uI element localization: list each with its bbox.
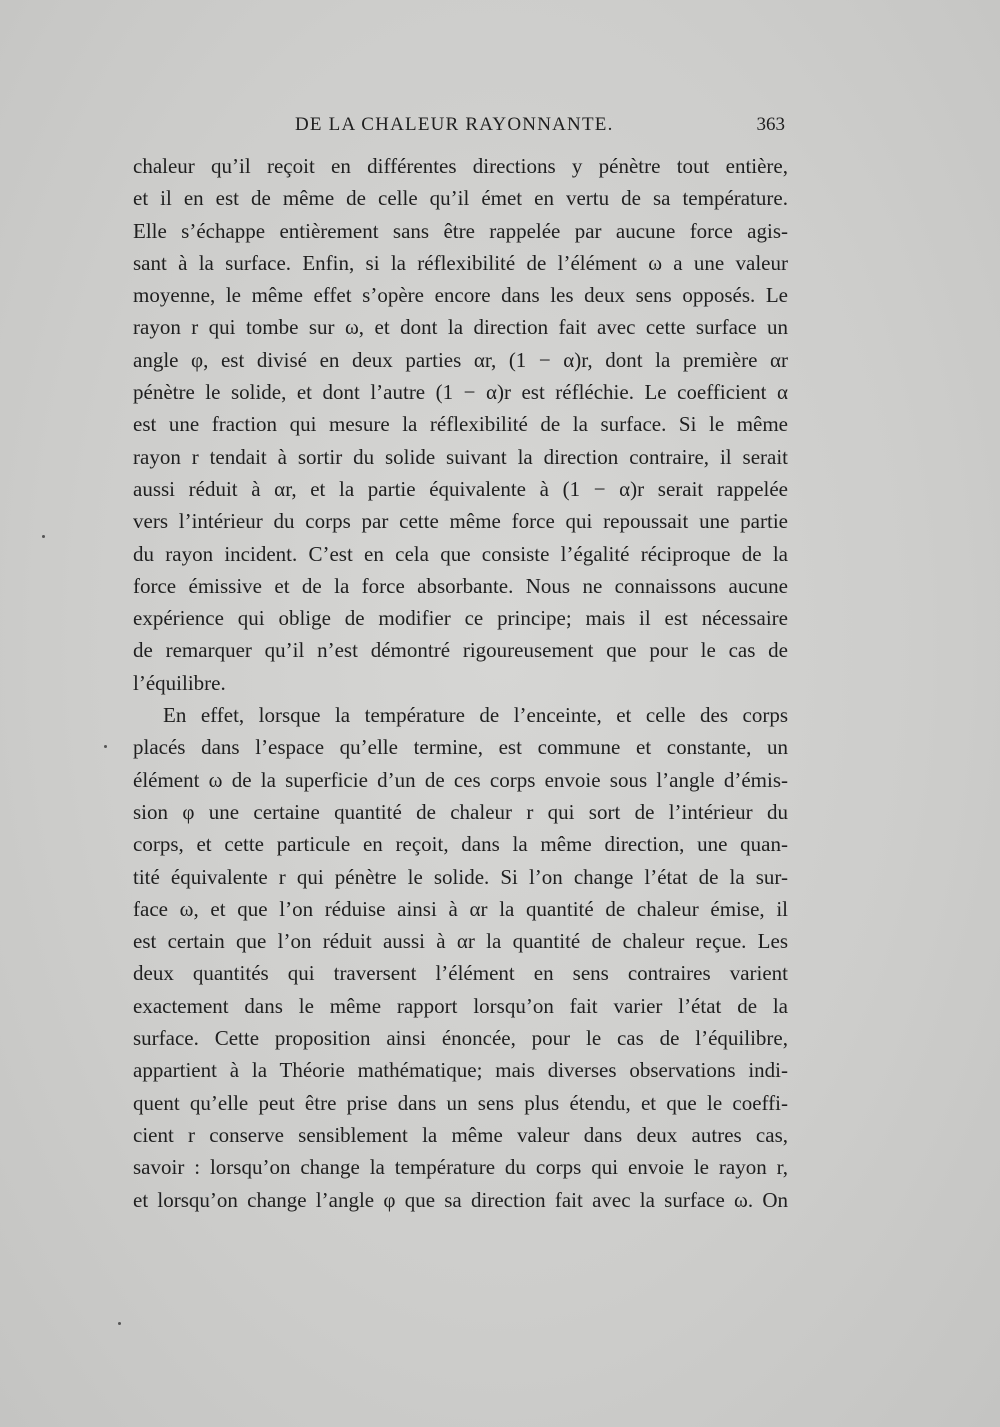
text-line: En effet, lorsque la température de l’enceinte, et celle des corps — [163, 703, 788, 728]
text-line: cient r conserve sensiblement la même valeur dans deux autres cas, — [133, 1122, 788, 1147]
text-line: élément ω de la superficie d’un de ces corps envoie sous l’angle d’émis- — [133, 767, 788, 792]
text-line: expérience qui oblige de modifier ce principe; mais il est nécessaire — [133, 606, 788, 631]
text-line: corps, et cette particule en reçoit, dans la même direction, une quan- — [133, 832, 788, 857]
text-line: appartient à la Théorie mathématique; mais diverses observations indi- — [133, 1058, 788, 1083]
text-line: du rayon incident. C’est en cela que consiste l’égalité réciproque de la — [133, 541, 788, 566]
text-line: est certain que l’on réduit aussi à αr la quantité de chaleur reçue. Les — [133, 929, 788, 954]
text-line: vers l’intérieur du corps par cette même force qui repoussait une partie — [133, 509, 788, 534]
body-text — [133, 150, 788, 1216]
text-line: rayon r tendait à sortir du solide suivant la direction contraire, il serait — [133, 444, 788, 469]
text-line: savoir : lorsqu’on change la température du corps qui envoie le rayon r, — [133, 1155, 788, 1180]
text-line: l’équilibre. — [133, 670, 226, 695]
text-line: et lorsqu’on change l’angle φ que sa direction fait avec la surface ω. On — [133, 1187, 788, 1212]
text-line: de remarquer qu’il n’est démontré rigoureusement que pour le cas de — [133, 638, 788, 663]
text-line: sion φ une certaine quantité de chaleur r qui sort de l’intérieur du — [133, 799, 788, 824]
paragraph-1 — [133, 150, 788, 699]
text-line: pénètre le solide, et dont l’autre (1 − α)r est réfléchie. Le coefficient α — [133, 380, 788, 405]
text-line: rayon r qui tombe sur ω, et dont la direction fait avec cette surface un — [133, 315, 788, 340]
text-line: surface. Cette proposition ainsi énoncée, pour le cas de l’équilibre, — [133, 1026, 788, 1051]
text-line: aussi réduit à αr, et la partie équivalente à (1 − α)r serait rappelée — [133, 476, 788, 501]
text-line: moyenne, le même effet s’opère encore dans les deux sens opposés. Le — [133, 283, 788, 308]
paper-speck — [104, 745, 107, 748]
page-header — [133, 114, 785, 140]
text-line: est une fraction qui mesure la réflexibilité de la surface. Si le même — [133, 412, 788, 437]
text-line: quent qu’elle peut être prise dans un sens plus étendu, et que le coeffi- — [133, 1090, 788, 1115]
running-title: DE LA CHALEUR RAYONNANTE. — [295, 114, 614, 135]
paragraph-2 — [133, 699, 788, 1216]
text-line: face ω, et que l’on réduise ainsi à αr la quantité de chaleur émise, il — [133, 896, 788, 921]
text-line: placés dans l’espace qu’elle termine, est commune et constante, un — [133, 735, 788, 760]
paper-speck — [118, 1322, 121, 1325]
page-number: 363 — [756, 114, 785, 135]
text-line: deux quantités qui traversent l’élément en sens contraires varient — [133, 961, 788, 986]
text-line: tité équivalente r qui pénètre le solide. Si l’on change l’état de la sur- — [133, 864, 788, 889]
text-line: force émissive et de la force absorbante. Nous ne connaissons aucune — [133, 573, 788, 598]
text-line: Elle s’échappe entièrement sans être rappelée par aucune force agis- — [133, 218, 788, 243]
text-line: sant à la surface. Enfin, si la réflexibilité de l’élément ω a une valeur — [133, 250, 788, 275]
text-line: exactement dans le même rapport lorsqu’on fait varier l’état de la — [133, 993, 788, 1018]
text-line: chaleur qu’il reçoit en différentes directions y pénètre tout entière, — [133, 154, 788, 178]
paper-speck — [42, 535, 45, 538]
text-line: angle φ, est divisé en deux parties αr, (1 − α)r, dont la première αr — [133, 347, 788, 372]
text-line: et il en est de même de celle qu’il émet en vertu de sa température. — [133, 186, 788, 211]
